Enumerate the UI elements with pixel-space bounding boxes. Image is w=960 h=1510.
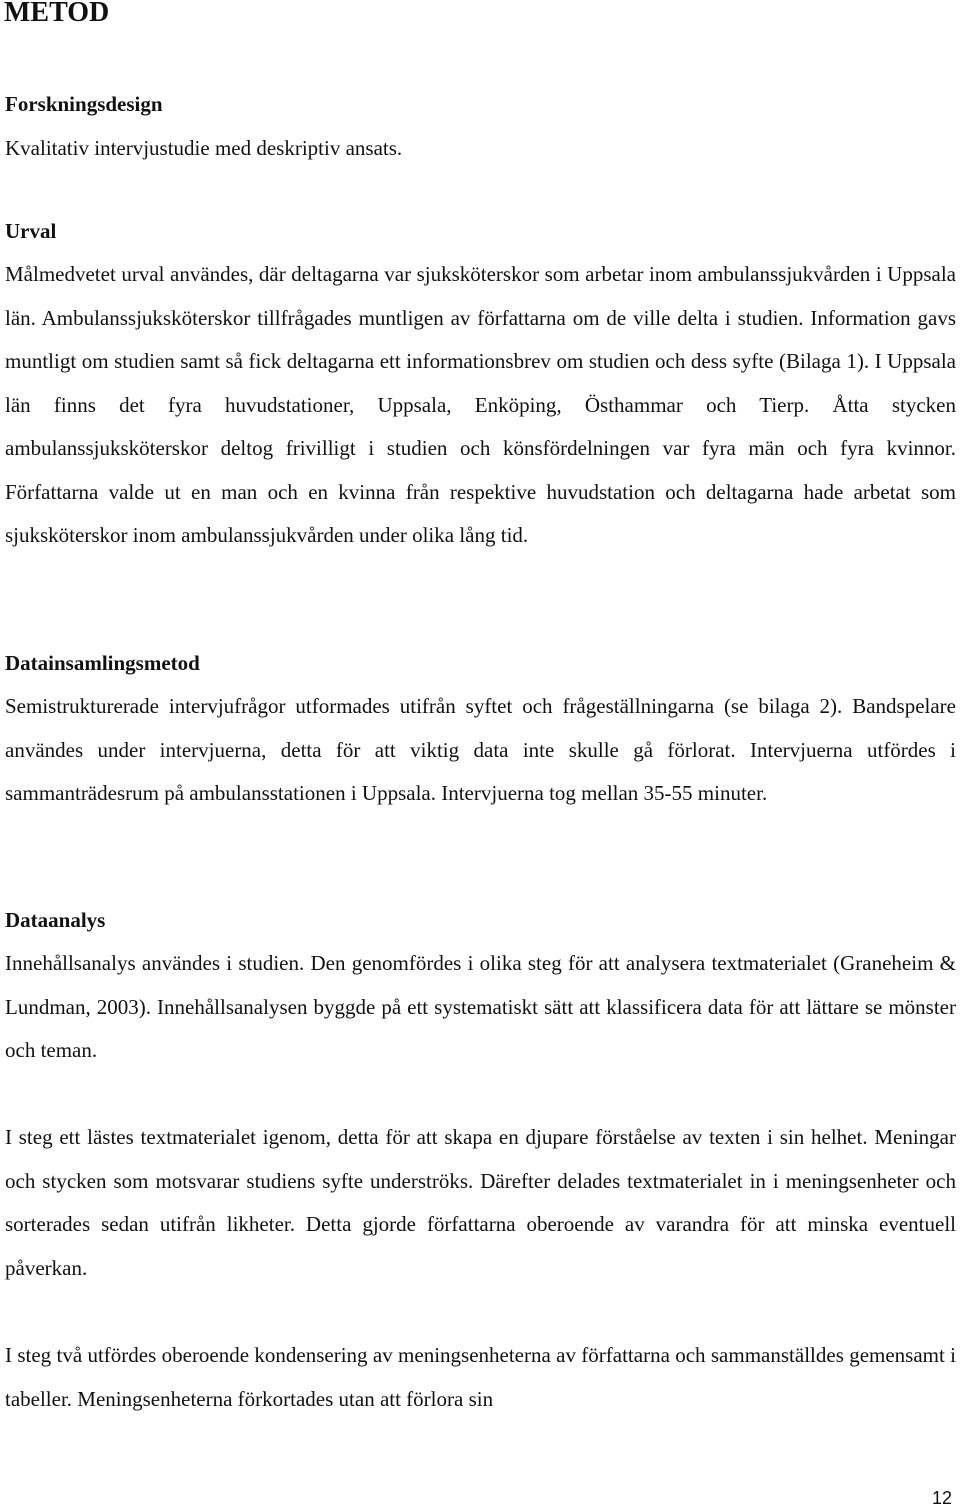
document-title: METOD bbox=[4, 0, 110, 28]
section-heading-urval: Urval bbox=[5, 219, 57, 243]
paragraph-dataanalys-3: I steg två utfördes oberoende kondensering av meningsenheterna av författarna och sammanställdes gemensamt i tabeller. Meningsenheterna förkortades utan att förlora sin bbox=[5, 1343, 956, 1411]
paragraph-dataanalys-1: Innehållsanalys användes i studien. Den genomfördes i olika steg för att analysera textmaterialet (Graneheim & Lundman, 2003). Innehållsanalysen byggde på ett systematiskt sätt att klassificera data för att lättare se mönster och teman. bbox=[5, 951, 956, 1062]
paragraph-dataanalys-2: I steg ett lästes textmaterialet igenom, detta för att skapa en djupare förståelse av texten i sin helhet. Meningar och stycken som motsvarar studiens syfte underströks. Därefter delades textmaterialet in i meningsenheter och sorterades sedan utifrån likheter. Detta gjorde författarna oberoende av varandra för att minska eventuell påverkan. bbox=[5, 1125, 956, 1280]
paragraph-urval: Målmedvetet urval användes, där deltagarna var sjuksköterskor som arbetar inom ambulanssjukvården i Uppsala län. Ambulanssjuksköterskor tillfrågades muntligen av författarna om de ville delta i studien. Information gavs muntligt om studien samt så fick deltagarna ett informationsbrev om studien och dess syfte (Bilaga 1). I Uppsala län finns det fyra huvudstationer, Uppsala, Enköping, Östhammar och Tierp. Åtta stycken ambulanssjuksköterskor deltog frivilligt i studien och könsfördelningen var fyra män och fyra kvinnor. Författarna valde ut en man och en kvinna från respektive huvudstation och deltagarna hade arbetat som sjuksköterskor inom ambulanssjukvården under olika lång tid. bbox=[5, 262, 956, 547]
section-heading-forskningsdesign: Forskningsdesign bbox=[5, 92, 163, 116]
paragraph-forskningsdesign: Kvalitativ intervjustudie med deskriptiv ansats. bbox=[5, 136, 403, 160]
paragraph-datainsamlingsmetod: Semistrukturerade intervjufrågor utformades utifrån syftet och frågeställningarna (se bilaga 2). Bandspelare användes under intervjuerna, detta för att viktig data inte skulle gå förlorat. Intervjuerna utfördes i sammanträdesrum på ambulansstationen i Uppsala. Intervjuerna tog mellan 35-55 minuter. bbox=[5, 694, 956, 805]
section-heading-datainsamlingsmetod: Datainsamlingsmetod bbox=[5, 651, 200, 675]
section-heading-dataanalys: Dataanalys bbox=[5, 908, 106, 932]
page-number: 12 bbox=[931, 1488, 952, 1508]
